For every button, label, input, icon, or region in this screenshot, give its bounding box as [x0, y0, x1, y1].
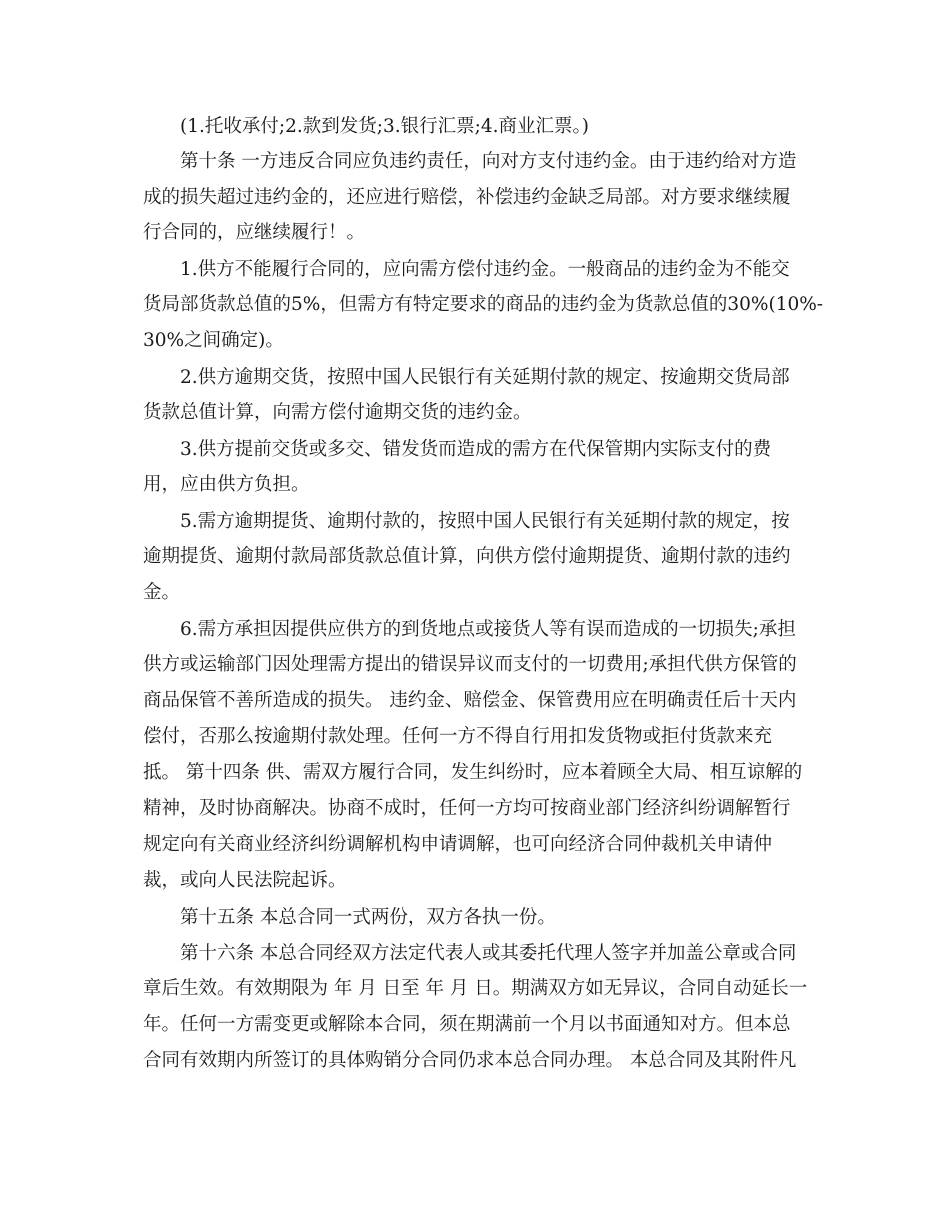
text-line: 年。任何一方需变更或解除本合同，须在期满前一个月以书面通知对方。但本总: [143, 1014, 791, 1035]
text-line: 精神，及时协商解决。协商不成时，任何一方均可按商业部门经济纠纷调解暂行: [143, 798, 791, 819]
text-line: (1.托收承付;2.款到发货;3.银行汇票;4.商业汇票。): [180, 116, 589, 137]
text-line: 合同有效期内所签订的具体购销分合同仍求本总合同办理。 本总合同及其附件凡: [143, 1050, 797, 1071]
text-line: 金。: [143, 582, 181, 603]
text-line: 1.供方不能履行合同的，应向需方偿付违约金。一般商品的违约金为不能交: [180, 259, 790, 280]
text-line: 供方或运输部门因处理需方提出的错误异议而支付的一切费用;承担代供方保管的: [143, 654, 797, 675]
text-line: 2.供方逾期交货，按照中国人民银行有关延期付款的规定、按逾期交货局部: [180, 367, 790, 388]
text-line: 3.供方提前交货或多交、错发货而造成的需方在代保管期内实际支付的费: [180, 439, 772, 460]
text-line: 第十五条 本总合同一式两份，双方各执一份。: [180, 907, 556, 928]
text-line: 商品保管不善所造成的损失。 违约金、赔偿金、保管费用应在明确责任后十天内: [143, 690, 797, 711]
text-line: 裁，或向人民法院起诉。: [143, 870, 347, 891]
text-line: 偿付，否那么按逾期付款处理。任何一方不得自行用扣发货物或拒付货款来充: [143, 726, 773, 747]
text-line: 成的损失超过违约金的，还应进行赔偿，补偿违约金缺乏局部。对方要求继续履: [143, 187, 791, 208]
text-line: 行合同的，应继续履行！。: [143, 222, 366, 243]
text-line: 用，应由供方负担。: [143, 474, 310, 495]
text-line: 第十六条 本总合同经双方法定代表人或其委托代理人签字并加盖公章或合同: [180, 943, 797, 964]
text-line: 抵。 第十四条 供、需双方履行合同，发生纠纷时，应本着顾全大局、相互谅解的: [143, 762, 803, 783]
text-line: 货局部货款总值的5%，但需方有特定要求的商品的违约金为货款总值的30%(10%-: [143, 294, 824, 315]
text-line: 规定向有关商业经济纠纷调解机构申请调解，也可向经济合同仲裁机关申请仲: [143, 834, 773, 855]
text-line: 货款总值计算，向需方偿付逾期交货的违约金。: [143, 402, 532, 423]
text-line: 6.需方承担因提供应供方的到货地点或接货人等有误而造成的一切损失;承担: [180, 619, 796, 640]
text-line: 5.需方逾期提货、逾期付款的，按照中国人民银行有关延期付款的规定，按: [180, 511, 790, 532]
text-line: 30%之间确定)。: [143, 330, 284, 351]
text-line: 第十条 一方违反合同应负违约责任，向对方支付违约金。由于违约给对方造: [180, 151, 797, 172]
text-line: 章后生效。有效期限为 年 月 日至 年 月 日。期满双方如无异议，合同自动延长一: [143, 978, 808, 999]
text-line: 逾期提货、逾期付款局部货款总值计算，向供方偿付逾期提货、逾期付款的违约: [143, 546, 791, 567]
